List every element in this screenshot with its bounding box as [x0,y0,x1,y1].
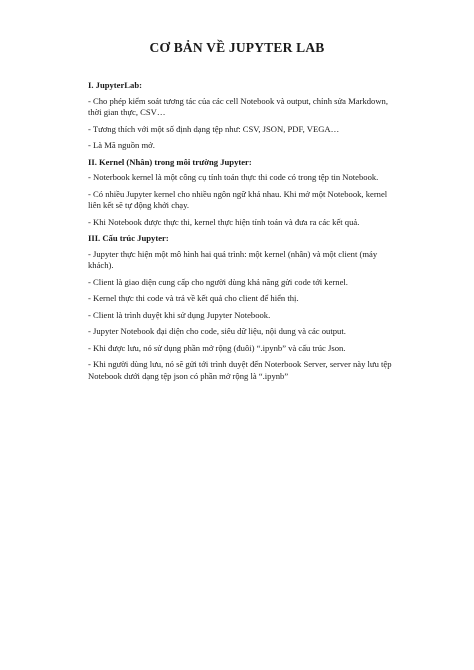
section-heading: I. JupyterLab: [88,80,142,90]
paragraph: - Là Mã nguồn mở. [88,140,155,150]
paragraph: - Kernel thực thi code và trả về kết quả cho client để hiển thị. [88,293,299,303]
section-heading: II. Kernel (Nhân) trong môi trường Jupyter: [88,156,252,167]
paragraph: - Noterbook kernel là một công cụ tính toán thực thi code có trong tệp tin Notebook. [88,172,379,182]
paragraph: - Cho phép kiểm soát tương tác của các cell Notebook và output, chỉnh sửa Markdown, thời gian thực, CSV… [88,95,389,117]
document-body [88,80,396,387]
paragraph: - Jupyter Notebook đại diện cho code, siêu dữ liệu, nội dung và các output. [88,326,346,336]
paragraph: - Jupyter thực hiện một mô hình hai quá trình: một kernel (nhân) và một client (máy khách). [88,248,378,270]
document-title: CƠ BẢN VỀ JUPYTER LAB [149,40,325,55]
section-heading: III. Cấu trúc Jupyter: [88,233,169,243]
paragraph: - Khi người dùng lưu, nó sẽ gửi tới trình duyệt đến Noterbook Server, server này lưu tệp Notebook dưới dạng tệp json có phần mở rộng là “.ipynb” [88,359,392,381]
paragraph: - Khi Notebook được thực thi, kernel thực hiện tính toán và đưa ra các kết quả. [88,216,360,227]
paragraph: - Client là giao diện cung cấp cho người dùng khả năng gửi code tới kernel. [88,276,348,287]
paragraph: - Tương thích với một số định dạng tệp như: CSV, JSON, PDF, VEGA… [88,123,340,134]
paragraph: - Có nhiều Jupyter kernel cho nhiều ngôn ngữ khá nhau. Khi mở một Notebook, kernel liên kết sẽ tự động khởi chạy. [88,188,388,210]
paragraph: - Client là trình duyệt khi sử dụng Jupyter Notebook. [88,309,271,320]
section-kernel [88,157,396,229]
paragraph: - Khi được lưu, nó sử dụng phần mở rộng (đuôi) “.ipynb” và cấu trúc Json. [88,342,346,353]
section-jupyterlab [88,80,396,152]
section-structure [88,233,396,382]
